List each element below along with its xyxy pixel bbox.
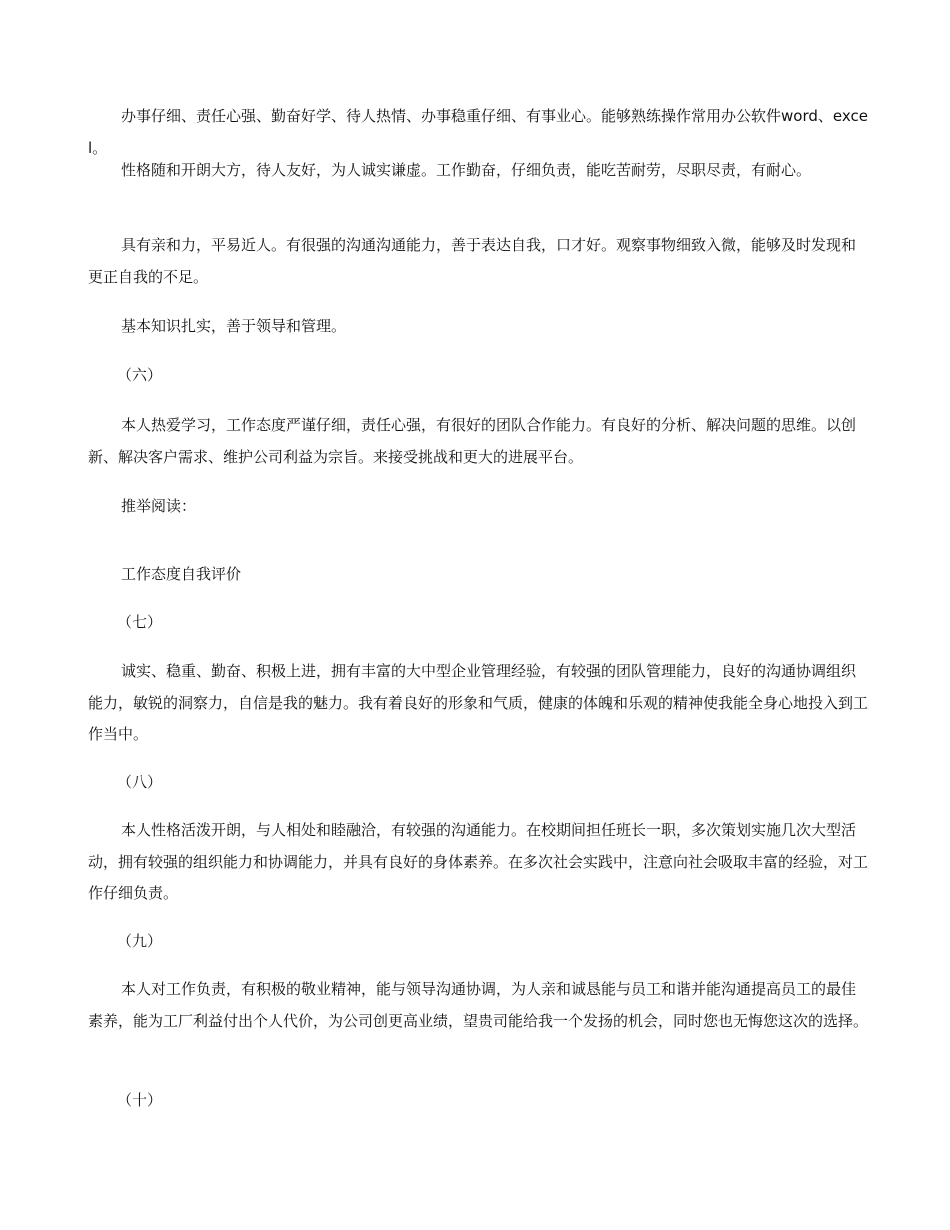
- recommended-reading-label: 推举阅读：: [121, 497, 197, 515]
- section-heading-10: （十）: [117, 1091, 163, 1109]
- paragraph-4: 基本知识扎实，善于领导和管理。: [121, 317, 347, 335]
- paragraph-5: 本人热爱学习，工作态度严谨仔细，责任心强，有很好的团队合作能力。有良好的分析、解决问题的思维。以创新、解决客户需求、维护公司利益为宗旨。来接受挑战和更大的进展平台。: [88, 416, 857, 466]
- paragraph-7: 本人性格活泼开朗，与人相处和睦融洽，有较强的沟通能力。在校期间担任班长一职，多次策划实施几次大型活动，拥有较强的组织能力和协调能力，并具有良好的身体素养。在多次社会实践中，注意向社会吸取丰富的经验，对工作仔细负责。: [88, 821, 869, 902]
- section-heading-6: （六）: [117, 366, 163, 384]
- paragraph-6: 诚实、稳重、勤奋、积极上进，拥有丰富的大中型企业管理经验，有较强的团队管理能力，良好的沟通协调组织能力，敏锐的洞察力，自信是我的魅力。我有着良好的形象和气质，健康的体魄和乐观的精神使我能全身心地投入到工作当中。: [88, 662, 869, 743]
- paragraph-2: 性格随和开朗大方，待人友好，为人诚实谦虚。工作勤奋，仔细负责，能吃苦耐劳，尽职尽责，有耐心。: [121, 161, 812, 179]
- paragraph-8: 本人对工作负责，有积极的敬业精神，能与领导沟通协调，为人亲和诚恳能与员工和谐并能沟通提高员工的最佳素养，能为工厂利益付出个人代价，为公司创更高业绩，望贵司能给我一个发扬的机会，同时您也无悔您这次的选择。: [88, 980, 869, 1030]
- related-article-title: 工作态度自我评价: [121, 565, 242, 583]
- paragraph-1: 办事仔细、责任心强、勤奋好学、待人热情、办事稳重仔细、有事业心。能够熟练操作常用办公软件word、excel。: [88, 107, 868, 157]
- paragraph-3: 具有亲和力，平易近人。有很强的沟通沟通能力，善于表达自我，口才好。观察事物细致入微，能够及时发现和更正自我的不足。: [88, 236, 857, 286]
- section-heading-7: （七）: [117, 613, 163, 631]
- section-heading-8: （八）: [117, 773, 163, 791]
- section-heading-9: （九）: [117, 932, 163, 950]
